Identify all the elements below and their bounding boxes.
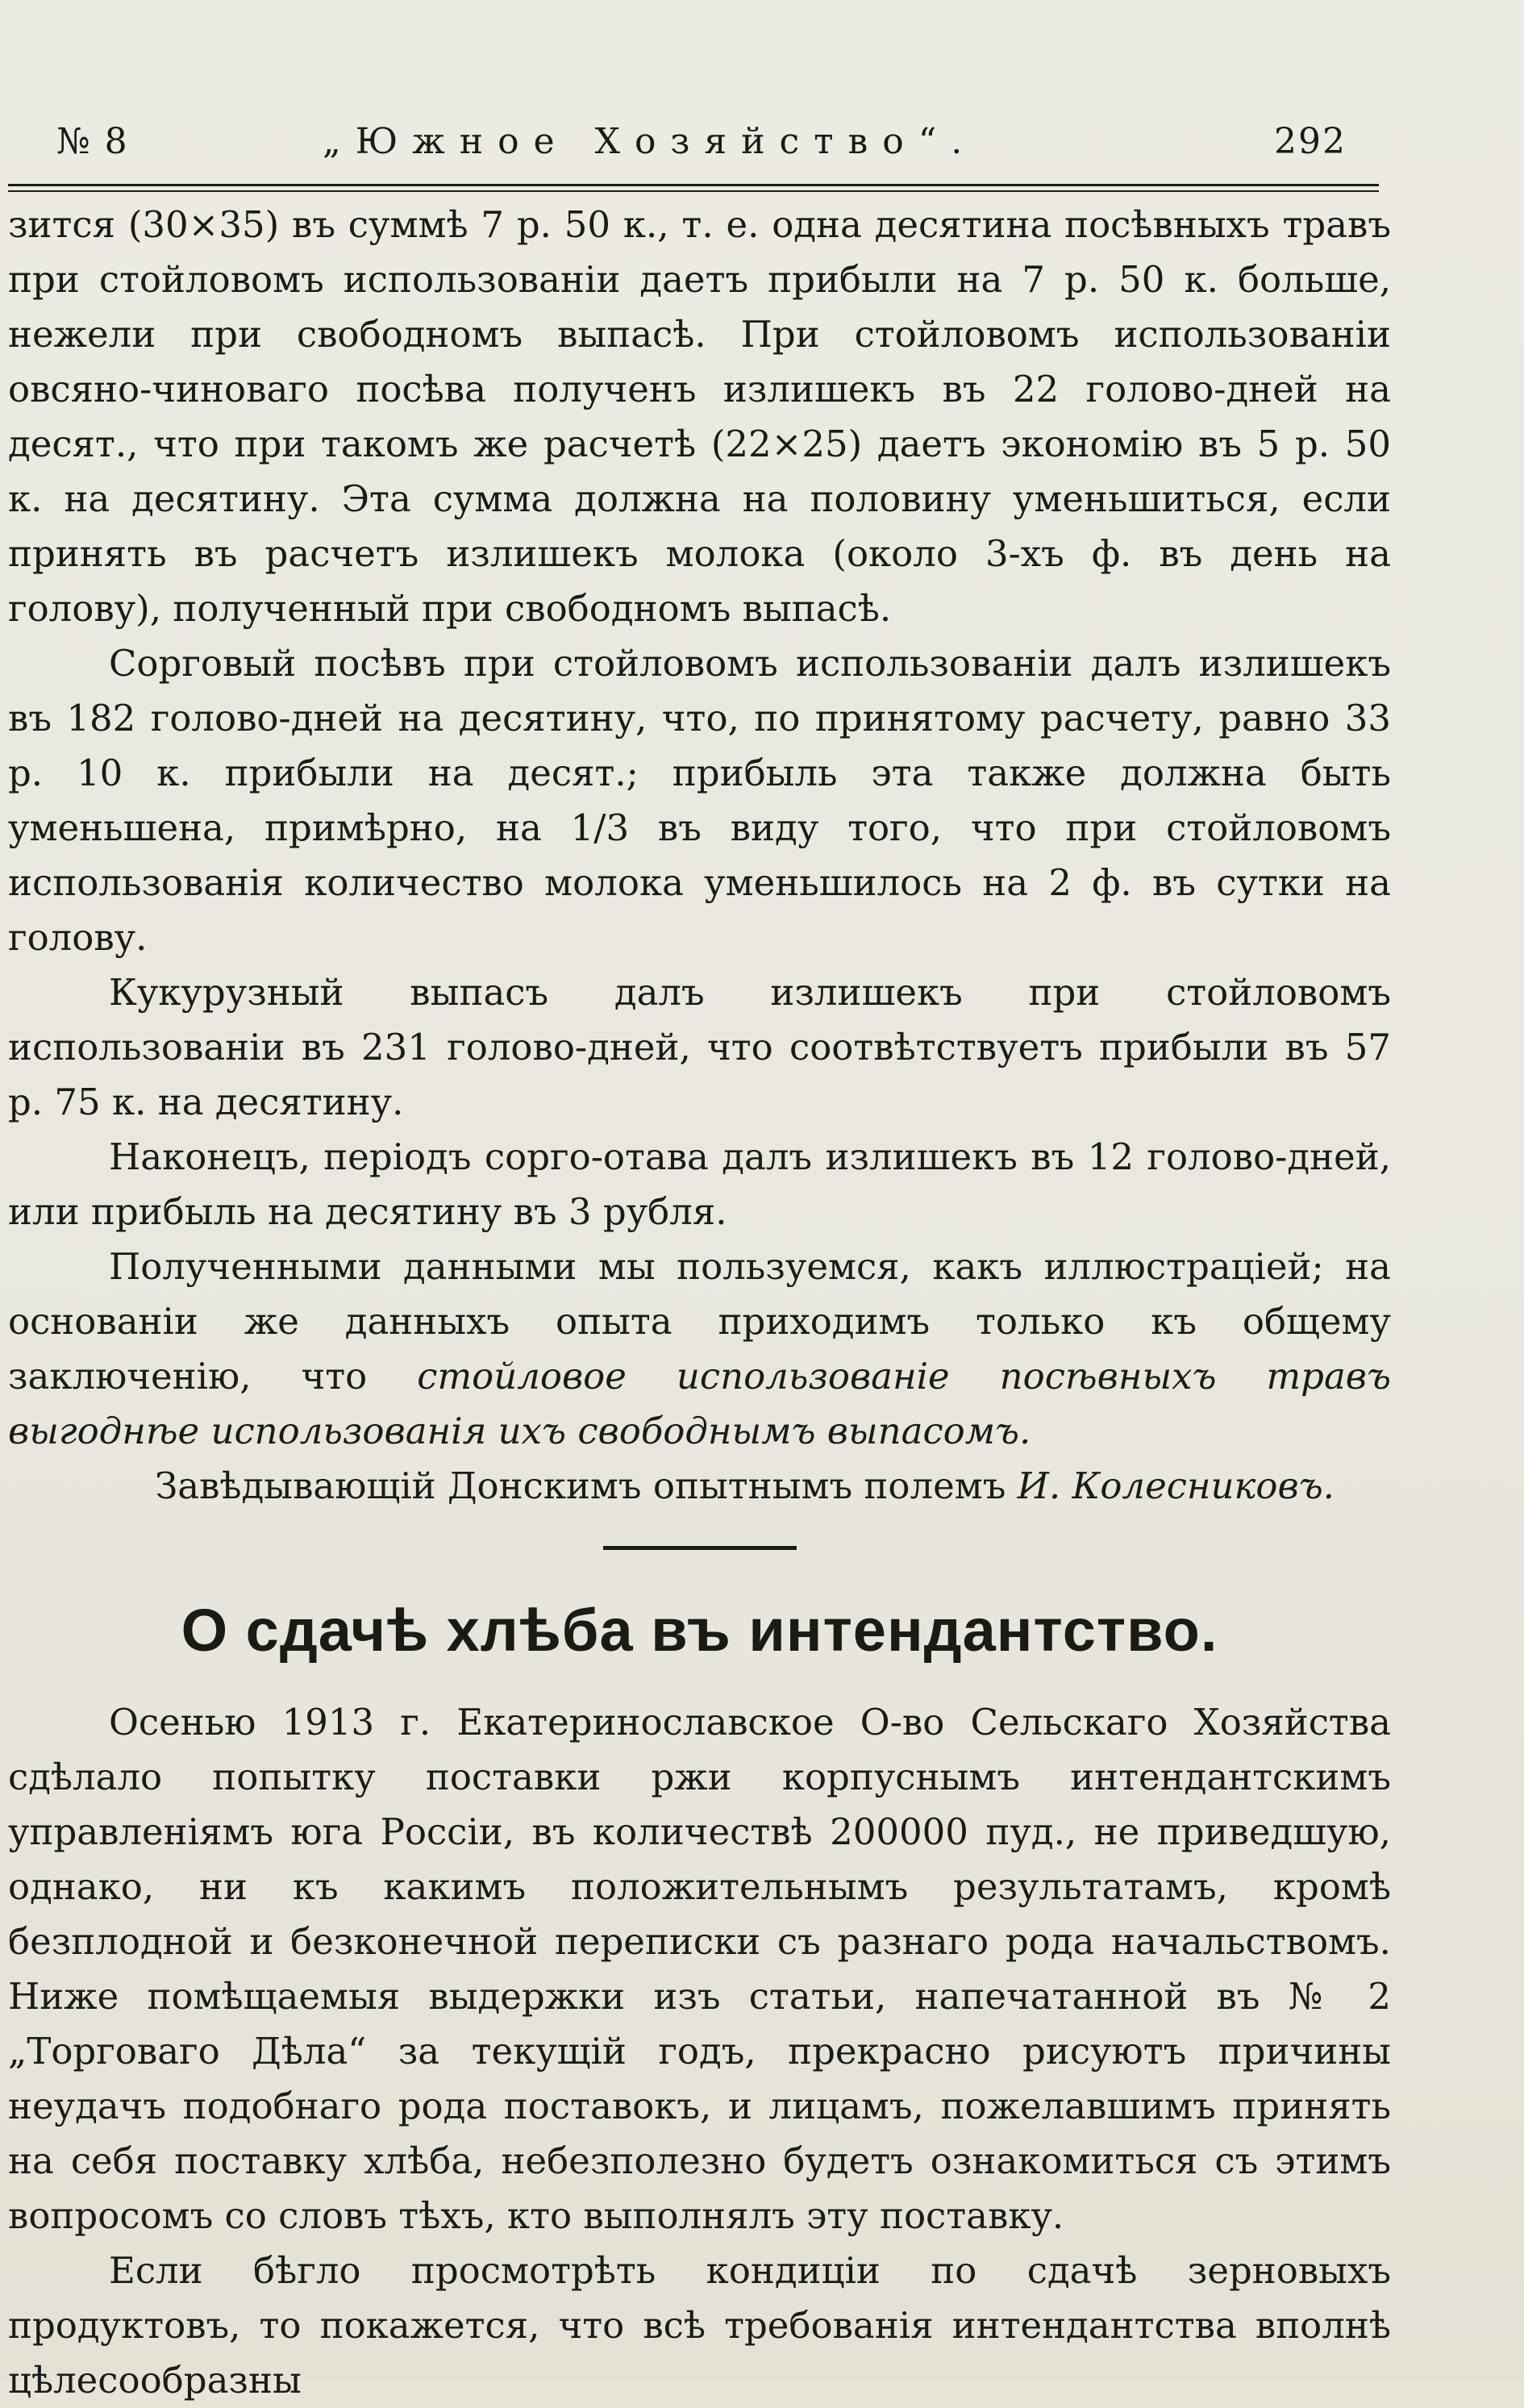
paragraph: Кукурузный выпасъ далъ излишекъ при стойловомъ использованіи въ 231 голово-дней, что соотвѣтствуетъ прибыли въ 57 р. 75 к. на десятину. (8, 971, 1391, 1123)
journal-title: „Южное Хозяйство“. (323, 121, 977, 162)
paragraph: Если бѣгло просмотрѣть кондиціи по сдачѣ зерновыхъ продуктовъ, то покажется, что всѣ требованія интендантства вполнѣ цѣлесообразны (8, 2249, 1391, 2402)
paragraph: зится (30×35) въ суммѣ 7 р. 50 к., т. е. одна десятина посѣвныхъ травъ при стойловомъ использованіи даетъ прибыли на 7 р. 50 к. больше, нежели при свободномъ выпасѣ. При стойловомъ использованіи овсяно-чиноваго посѣва полученъ излишекъ въ 22 голово-дней на десят., что при такомъ же расчетѣ (22×25) даетъ экономію въ 5 р. 50 к. на десятину. Эта сумма должна на половину уменьшиться, если принять въ расчетъ излишекъ молока (около 3-хъ ф. въ день на голову), полученный при свободномъ выпасѣ. (8, 203, 1391, 630)
article-title: О сдачѣ хлѣба въ интендантство. (181, 1597, 1218, 1664)
paragraph: Осенью 1913 г. Екатеринославское О-во Сельскаго Хозяйства сдѣлало попытку поставки ржи корпуснымъ интендантскимъ управленіямъ юга Россіи, въ количествѣ 200000 пуд., не приведшую, однако, ни къ какимъ положительнымъ результатамъ, кромѣ безплодной и безконечной переписки съ разнаго рода начальствомъ. Ниже помѣщаемыя выдержки изъ статьи, напечатанной въ № 2 „Торговаго Дѣла“ за текущій годъ, прекрасно рисуютъ причины неудачъ подобнаго рода поставокъ, и лицамъ, пожелавшимъ принять на себя поставку хлѣба, небезполезно будетъ ознакомиться съ этимъ вопросомъ со словъ тѣхъ, кто выполнялъ эту поставку. (8, 1701, 1391, 2237)
paragraph: Сорговый посѣвъ при стойловомъ использованіи далъ излишекъ въ 182 голово-дней на десятину, что, по принятому расчету, равно 33 р. 10 к. прибыли на десят.; прибыль эта также должна быть уменьшена, примѣрно, на 1/3 въ виду того, что при стойловомъ использованія количество молока уменьшилось на 2 ф. въ сутки на голову. (8, 642, 1391, 959)
paragraph: Наконецъ, періодъ сорго-отава далъ излишекъ въ 12 голово-дней, или прибыль на десятину въ 3 рубля. (8, 1135, 1391, 1233)
conclusion-emphasis: стойловое использованіе посѣвныхъ травъ выгоднѣе использованія ихъ свободнымъ выпасомъ. (8, 1355, 1391, 1452)
conclusion-paragraph (8, 1239, 1391, 1459)
signature (8, 1459, 1391, 1514)
header-rule (8, 184, 1379, 192)
signature-name: И. Колесниковъ. (1017, 1464, 1335, 1507)
conclusion-lead: Полученными данными мы пользуемся, какъ иллюстраціей; на основаніи же данныхъ опыта приходимъ только къ общему заключенію, что (8, 1245, 1391, 1398)
signature-role: Завѣдывающій Донскимъ опытнымъ полемъ (155, 1464, 1018, 1507)
issue-number: № 8 (56, 121, 129, 162)
section-divider (603, 1546, 797, 1550)
page-header (56, 121, 1347, 177)
page-number: 292 (1274, 121, 1347, 162)
page-body (8, 198, 1391, 2408)
